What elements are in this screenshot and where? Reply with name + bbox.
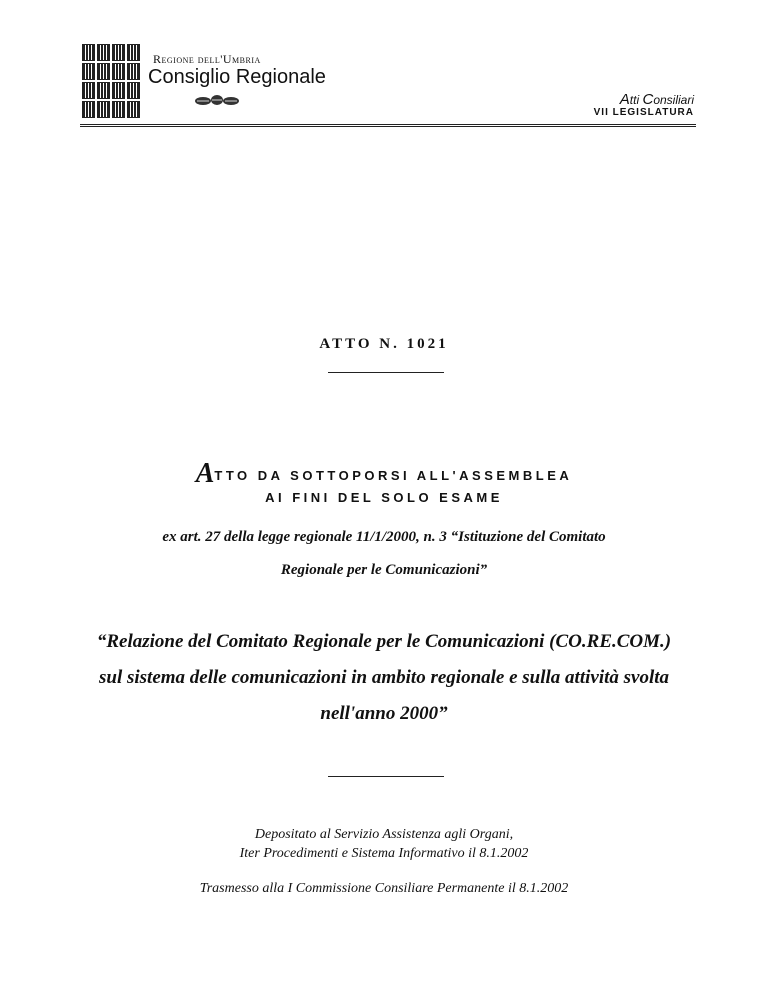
document-title-line2: AI FINI DEL SOLO ESAME: [265, 490, 503, 505]
atti-consiliari: Atti Consiliari: [619, 91, 694, 108]
header-divider-secondary: [80, 126, 696, 127]
header-divider: [80, 124, 696, 125]
legal-reference: ex art. 27 della legge regionale 11/1/2000, n. 3 “Istituzione del Comitato Regionale per le Comunicazioni”: [162, 529, 606, 578]
region-name: Regione dell'Umbria: [153, 52, 261, 66]
relazione-title: “Relazione del Comitato Regionale per le Comunicazioni (CO.RE.COM.) sul sistema delle comunicazioni in ambito regionale e sulla attività svolta nell'anno 2000”: [96, 631, 672, 724]
emblem-icon: [194, 94, 240, 108]
deposit-note: Depositato al Servizio Assistenza agli Organi, Iter Procedimenti e Sistema Informativo il 8.1.2002: [239, 827, 529, 861]
document-title-line1: ATTO DA SOTTOPORSI ALL'ASSEMBLEA: [195, 458, 573, 489]
divider-short: [328, 372, 444, 373]
atto-number: ATTO N. 1021: [319, 336, 449, 352]
divider-short-lower: [328, 776, 444, 777]
council-logo: [82, 44, 140, 118]
legislatura-label: VII LEGISLATURA: [593, 107, 694, 118]
council-name: Consiglio Regionale: [148, 66, 326, 88]
transmission-note: Trasmesso alla I Commissione Consiliare Permanente il 8.1.2002: [199, 881, 569, 896]
